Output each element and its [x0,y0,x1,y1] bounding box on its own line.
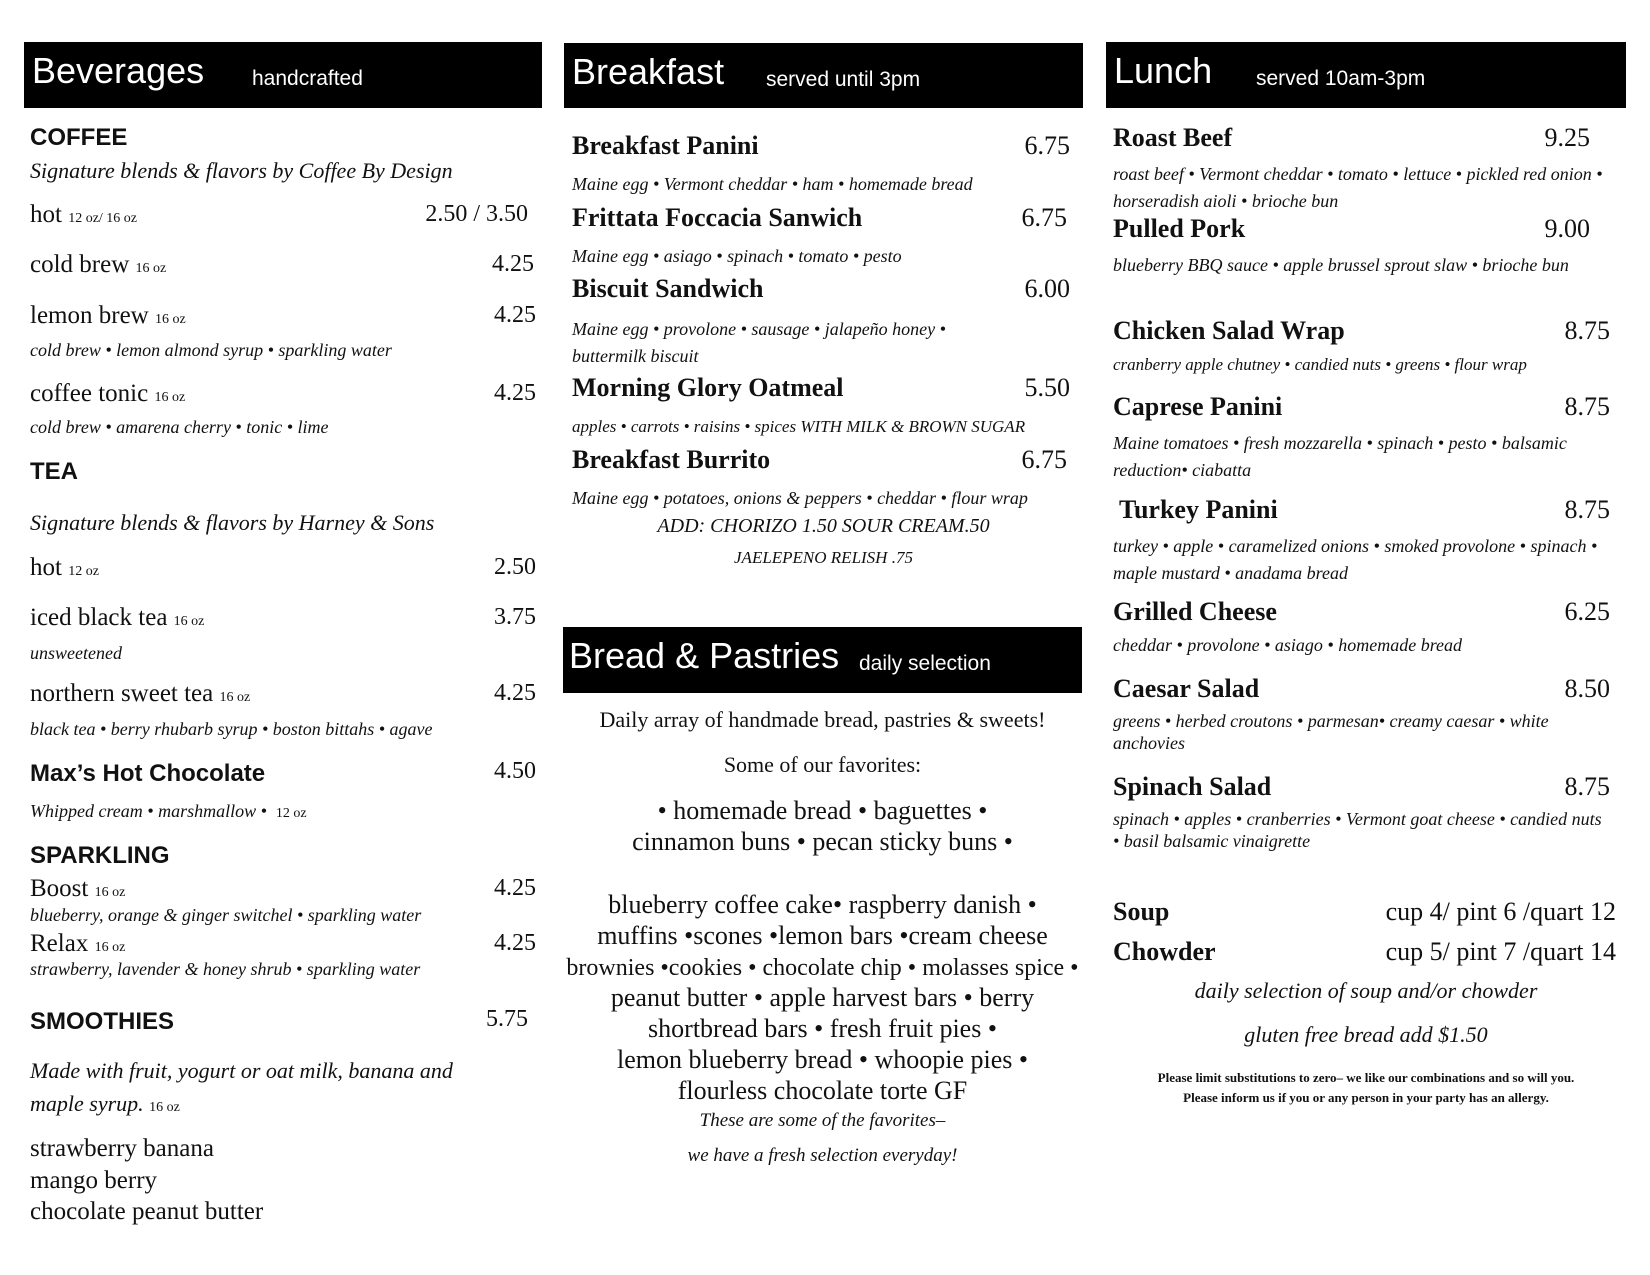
breakfast-item-name: Breakfast Burrito [572,445,771,474]
sparkling-heading: SPARKLING [30,842,170,869]
chowder-name: Chowder [1113,937,1216,966]
bread-footer: These are some of the favorites– [699,1110,946,1131]
lunch-header [1106,42,1626,108]
bread-intro: Daily array of handmade bread, pastries & sweets! [599,707,1046,732]
coffee-item-price: 4.25 [494,302,536,328]
smoothie-flavor: mango berry [30,1167,158,1194]
sparkling-item-desc: strawberry, lavender & honey shrub • sparkling water [30,959,421,979]
lunch-item-desc: cranberry apple chutney • candied nuts • greens • flour wrap [1113,355,1527,374]
item-size: 16 oz [149,1100,180,1115]
coffee-item-price: 2.50 / 3.50 [425,201,528,227]
tea-item-price: 4.25 [494,680,536,706]
beverages-header [24,42,542,108]
hot-chocolate-price: 4.50 [494,758,536,784]
bread-line: peanut butter • apple harvest bars • berry [610,983,1035,1012]
bread-line: flourless chocolate torte GF [677,1076,968,1105]
breakfast-subtitle: served until 3pm [766,68,921,91]
bread-line: • homemade bread • baguettes • [657,796,988,825]
smoothie-flavor: chocolate peanut butter [30,1198,264,1225]
tea-item-desc: unsweetened [30,643,122,663]
item-size: 16 oz [173,614,205,629]
breakfast-item-desc: Maine egg • potatoes, onions & peppers • cheddar • flour wrap [572,488,1028,508]
bread-footer: we have a fresh selection everyday! [687,1145,958,1166]
breakfast-item-desc: Maine egg • Vermont cheddar • ham • homemade bread [572,174,973,194]
sparkling-item-desc: blueberry, orange & ginger switchel • sparkling water [30,905,422,925]
beverages-column [0,0,540,1275]
sparkling-item-name: Relax 16 oz [30,930,126,957]
tea-note: Signature blends & flavors by Harney & Sons [30,510,435,535]
lunch-item-desc: greens • herbed croutons • parmesan• creamy caesar • white anchovies [1113,711,1549,753]
breakfast-title: Breakfast [572,51,725,92]
sparkling-item-price: 4.25 [494,930,536,956]
item-size: 16 oz [135,261,167,276]
bread-line: lemon blueberry bread • whoopie pies • [617,1045,1028,1074]
lunch-item-price: 9.25 [1544,123,1590,152]
breakfast-item-name: Breakfast Panini [572,131,759,160]
item-size: 16 oz [154,312,186,327]
lunch-item-name: Chicken Salad Wrap [1113,316,1345,345]
lunch-item-name: Roast Beef [1113,123,1233,152]
lunch-item-price: 8.75 [1564,772,1610,801]
chowder-price: cup 5/ pint 7 /quart 14 [1385,937,1616,966]
breakfast-item-name: Biscuit Sandwich [572,274,764,303]
lunch-item-desc: spinach • apples • cranberries • Vermont goat cheese • candied nuts • basil balsamic vinaigrette [1113,809,1602,851]
breakfast-header [564,43,1083,108]
soup-name: Soup [1113,897,1170,926]
item-size: 12 oz/ 16 oz [68,211,138,226]
bread-title: Bread & Pastries [569,635,840,676]
lunch-item-name: Turkey Panini [1119,495,1278,524]
tea-item-price: 3.75 [494,604,536,630]
breakfast-item-price: 6.75 [1021,445,1067,474]
policy-note: Please inform us if you or any person in your party has an allergy. [1183,1090,1549,1105]
coffee-item-desc: cold brew • lemon almond syrup • sparkling water [30,340,392,360]
lunch-item-name: Spinach Salad [1113,772,1272,801]
coffee-note: Signature blends & flavors by Coffee By Design [30,158,453,183]
lunch-item-desc: cheddar • provolone • asiago • homemade bread [1113,635,1463,655]
beverages-subtitle: handcrafted [252,67,363,90]
bread-line-text: brownies •cookies • chocolate chip • molasses spice • [566,955,1079,981]
lunch-item-price: 8.75 [1564,316,1610,345]
breakfast-add-ons: ADD: CHORIZO 1.50 SOUR CREAM.50 [657,515,990,537]
tea-heading: TEA [30,458,78,485]
tea-item-name: northern sweet tea 16 oz [30,680,251,707]
lunch-item-price: 8.50 [1564,674,1610,703]
policy-note: Please limit substitutions to zero– we like our combinations and so will you. [1157,1070,1575,1085]
soup-note: daily selection of soup and/or chowder [1194,978,1538,1003]
bread-line: cinnamon buns • pecan sticky buns • [632,827,1013,856]
coffee-item-name: lemon brew 16 oz [30,302,186,329]
lunch-item-price: 8.75 [1564,392,1610,421]
bread-line [563,952,1082,982]
item-size: 16 oz [154,390,186,405]
coffee-item-price: 4.25 [492,251,534,277]
breakfast-item-price: 6.75 [1024,131,1070,160]
breakfast-item-desc: Maine egg • asiago • spinach • tomato • pesto [572,246,902,266]
coffee-item-name: hot 12 oz/ 16 oz [30,201,138,228]
breakfast-item-name: Morning Glory Oatmeal [572,373,844,402]
lunch-item-name: Grilled Cheese [1113,597,1277,626]
soup-price: cup 4/ pint 6 /quart 12 [1385,897,1616,926]
item-size: 16 oz [219,690,251,705]
smoothies-price: 5.75 [486,1006,528,1032]
bread-line: blueberry coffee cake• raspberry danish • [608,890,1037,919]
lunch-item-name: Pulled Pork [1113,214,1246,243]
smoothies-desc: Made with fruit, yogurt or oat milk, banana and [30,1058,453,1083]
lunch-title: Lunch [1114,50,1213,91]
smoothie-flavor: strawberry banana [30,1135,214,1162]
bread-subtitle: daily selection [859,652,991,675]
breakfast-item-desc: Maine egg • provolone • sausage • jalapeño honey • buttermilk biscuit [572,319,946,366]
lunch-item-desc: turkey • apple • caramelized onions • smoked provolone • spinach • maple mustard • anadama bread [1113,536,1598,583]
lunch-item-desc: roast beef • Vermont cheddar • tomato • lettuce • pickled red onion • horseradish aioli • brioche bun [1113,164,1603,211]
lunch-item-name: Caprese Panini [1113,392,1283,421]
item-size: 12 oz [275,806,307,821]
coffee-item-name: coffee tonic 16 oz [30,380,186,407]
tea-item-desc: black tea • berry rhubarb syrup • boston bittahs • agave [30,719,433,739]
lunch-item-price: 9.00 [1544,214,1590,243]
lunch-item-name: Caesar Salad [1113,674,1260,703]
coffee-item-desc: cold brew • amarena cherry • tonic • lime [30,417,329,437]
bread-line: muffins •scones •lemon bars •cream cheese [597,921,1048,950]
tea-item-name: hot 12 oz [30,554,99,581]
bread-favorites-label: Some of our favorites: [723,752,922,777]
coffee-item-name: cold brew 16 oz [30,251,167,278]
lunch-item-price: 8.75 [1564,495,1610,524]
hot-chocolate-name: Max’s Hot Chocolate [30,760,266,787]
breakfast-item-price: 5.50 [1024,373,1070,402]
lunch-item-desc: Maine tomatoes • fresh mozzarella • spinach • pesto • balsamic reduction• ciabatta [1113,433,1567,480]
tea-item-name: iced black tea 16 oz [30,604,205,631]
gluten-free-note: gluten free bread add $1.50 [1244,1022,1488,1047]
sparkling-item-price: 4.25 [494,875,536,901]
bread-line: shortbread bars • fresh fruit pies • [648,1014,997,1043]
bread-header [563,627,1082,693]
beverages-title: Beverages [32,50,205,91]
breakfast-add-ons: JAELEPENO RELISH .75 [734,548,913,567]
lunch-item-desc: blueberry BBQ sauce • apple brussel sprout slaw • brioche bun [1113,255,1569,275]
sparkling-item-name: Boost 16 oz [30,875,126,902]
breakfast-item-price: 6.75 [1021,203,1067,232]
breakfast-item-name: Frittata Foccacia Sanwich [572,203,863,232]
breakfast-item-price: 6.00 [1024,274,1070,303]
lunch-subtitle: served 10am-3pm [1256,67,1426,90]
coffee-heading: COFFEE [30,124,128,151]
smoothies-desc: maple syrup. 16 oz [30,1091,180,1116]
item-size: 16 oz [94,885,126,900]
item-size: 12 oz [68,564,99,579]
hot-chocolate-desc: Whipped cream • marshmallow • 12 oz [30,801,307,821]
item-size: 16 oz [94,940,126,955]
lunch-item-price: 6.25 [1564,597,1610,626]
tea-item-price: 2.50 [494,554,536,580]
breakfast-item-desc: apples • carrots • raisins • spices WITH MILK & BROWN SUGAR [572,417,1026,436]
smoothies-heading: SMOOTHIES [30,1008,175,1035]
coffee-item-price: 4.25 [494,380,536,406]
